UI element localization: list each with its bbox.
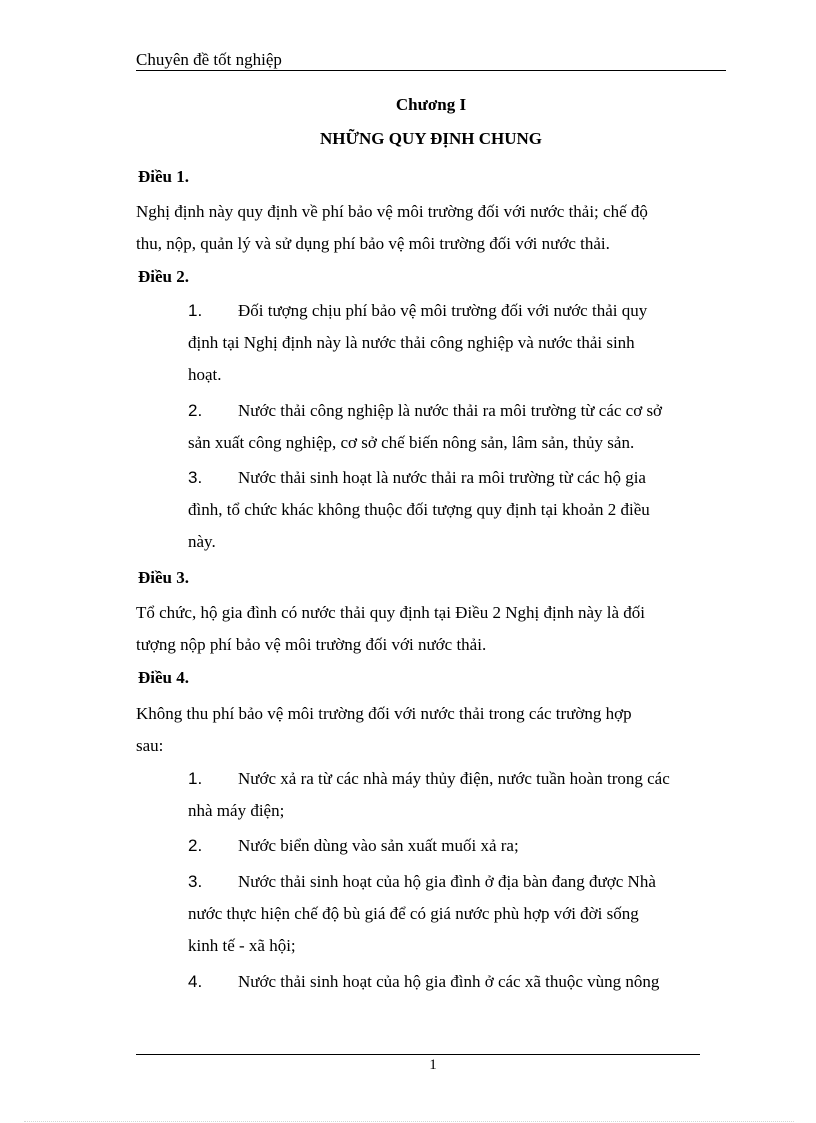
chapter-title: NHỮNG QUY ĐỊNH CHUNG bbox=[319, 129, 543, 148]
article-2-heading: Điều 2. bbox=[138, 267, 189, 286]
item-number: 2. bbox=[188, 836, 203, 855]
item-number: 1. bbox=[188, 301, 203, 320]
item-line: kinh tế - xã hội; bbox=[188, 936, 296, 955]
item-line: sản xuất công nghiệp, cơ sở chế biến nông sản, lâm sản, thủy sản. bbox=[188, 433, 635, 452]
item-line: hoạt. bbox=[188, 365, 222, 384]
article-3-line: Tổ chức, hộ gia đình có nước thải quy định tại Điều 2 Nghị định này là đối bbox=[136, 603, 645, 622]
article-2-item-1 bbox=[188, 295, 733, 391]
article-1-line: Nghị định này quy định về phí bảo vệ môi trường đối với nước thải; chế độ bbox=[136, 202, 648, 221]
article-1-line: thu, nộp, quản lý và sử dụng phí bảo vệ môi trường đối với nước thải. bbox=[136, 234, 610, 253]
article-3-heading: Điều 3. bbox=[138, 568, 189, 587]
article-4-item-1 bbox=[188, 763, 733, 827]
item-line: Nước thải công nghiệp là nước thải ra môi trường từ các cơ sở bbox=[238, 401, 663, 420]
article-1-text bbox=[136, 196, 732, 260]
item-line: Nước xả ra từ các nhà máy thủy điện, nước tuần hoàn trong các bbox=[238, 769, 670, 788]
item-number: 3. bbox=[188, 872, 203, 891]
item-number: 4. bbox=[188, 972, 203, 991]
item-line: Nước thải sinh hoạt là nước thải ra môi trường từ các hộ gia bbox=[238, 468, 646, 487]
item-line: nhà máy điện; bbox=[188, 801, 285, 820]
item-number: 1. bbox=[188, 769, 203, 788]
item-line: Nước thải sinh hoạt của hộ gia đình ở các xã thuộc vùng nông bbox=[238, 972, 660, 991]
item-number: 2. bbox=[188, 401, 203, 420]
running-header: Chuyên đề tốt nghiệp bbox=[136, 50, 282, 69]
article-2-item-2 bbox=[188, 395, 733, 459]
article-4-line: Không thu phí bảo vệ môi trường đối với nước thải trong các trường hợp bbox=[136, 704, 632, 723]
article-3-line: tượng nộp phí bảo vệ môi trường đối với nước thải. bbox=[136, 635, 487, 654]
article-4-text bbox=[136, 698, 732, 762]
article-2-item-3 bbox=[188, 462, 733, 558]
item-line: Đối tượng chịu phí bảo vệ môi trường đối với nước thải quy bbox=[238, 301, 648, 320]
item-line: định tại Nghị định này là nước thải công nghiệp và nước thải sinh bbox=[188, 333, 635, 352]
item-number: 3. bbox=[188, 468, 203, 487]
chapter-number: Chương I bbox=[395, 95, 467, 114]
item-line: Nước biển dùng vào sản xuất muối xả ra; bbox=[238, 836, 519, 855]
article-4-heading: Điều 4. bbox=[138, 668, 189, 687]
article-4-line: sau: bbox=[136, 736, 164, 755]
header-rule bbox=[136, 70, 726, 71]
page-boundary bbox=[24, 1121, 794, 1122]
article-4-item-4 bbox=[188, 966, 733, 998]
article-1-heading: Điều 1. bbox=[138, 167, 189, 186]
footer-rule bbox=[136, 1054, 700, 1055]
item-line: đình, tổ chức khác không thuộc đối tượng quy định tại khoản 2 điều bbox=[188, 500, 650, 519]
item-line: này. bbox=[188, 532, 216, 551]
item-line: nước thực hiện chế độ bù giá để có giá nước phù hợp với đời sống bbox=[188, 904, 639, 923]
article-3-text bbox=[136, 597, 732, 661]
item-line: Nước thải sinh hoạt của hộ gia đình ở địa bàn đang được Nhà bbox=[238, 872, 656, 891]
page-number: 1 bbox=[429, 1057, 437, 1073]
article-4-item-3 bbox=[188, 866, 733, 962]
article-4-item-2 bbox=[188, 830, 733, 862]
